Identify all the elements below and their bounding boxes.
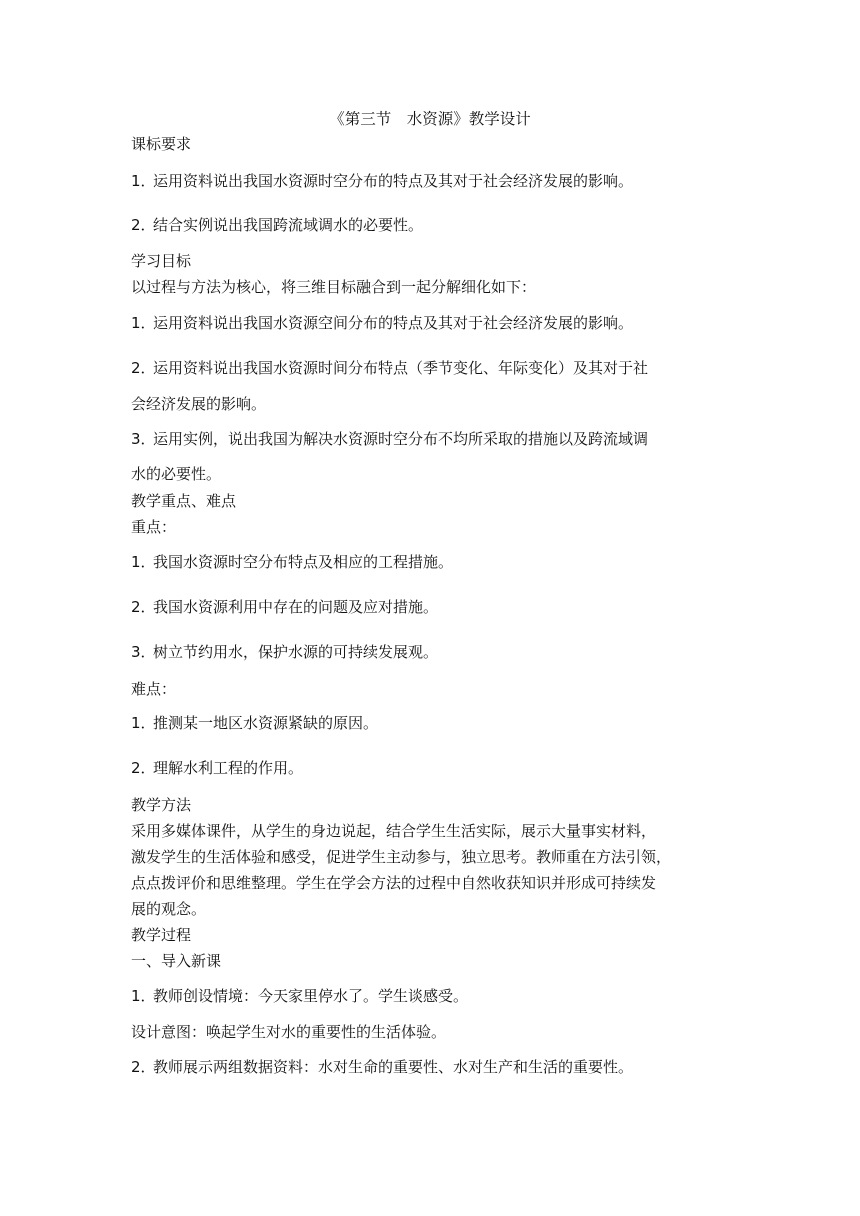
list-text: 运用资料说出我国水资源时空分布的特点及其对于社会经济发展的影响。 xyxy=(153,172,634,190)
list-item xyxy=(131,313,741,333)
list-item xyxy=(131,171,741,191)
section-heading-standards: 课标要求 xyxy=(131,135,192,153)
list-number: 2． xyxy=(131,1058,156,1076)
list-item xyxy=(131,986,741,1006)
list-text: 教师展示两组数据资料：水对生命的重要性、水对生产和生活的重要性。 xyxy=(153,1058,634,1076)
key-label: 重点： xyxy=(131,518,177,536)
list-number: 1． xyxy=(131,987,156,1005)
goals-intro: 以过程与方法为核心，将三维目标融合到一起分解细化如下： xyxy=(131,278,537,296)
list-number: 1． xyxy=(131,172,156,190)
list-number: 3． xyxy=(131,643,156,661)
list-item-continuation: 会经济发展的影响。 xyxy=(131,395,267,413)
method-paragraph-line: 点点拨评价和思维整理。学生在学会方法的过程中自然收获知识并形成可持续发 xyxy=(131,874,657,892)
list-item xyxy=(131,1057,741,1077)
list-item xyxy=(131,215,741,235)
method-paragraph-line: 激发学生的生活体验和感受，促进学生主动参与，独立思考。教师重在方法引领， xyxy=(131,848,672,866)
list-text: 运用资料说出我国水资源时间分布特点（季节变化、年际变化）及其对于社 xyxy=(153,359,649,377)
list-text: 理解水利工程的作用。 xyxy=(153,759,304,777)
process-subheading: 一、导入新课 xyxy=(131,952,222,970)
method-paragraph-line: 采用多媒体课件，从学生的身边说起，结合学生生活实际，展示大量事实材料， xyxy=(131,822,657,840)
list-item xyxy=(131,552,741,572)
section-heading-goals: 学习目标 xyxy=(131,252,192,270)
list-text: 运用实例，说出我国为解决水资源时空分布不均所采取的措施以及跨流域调 xyxy=(153,430,649,448)
section-heading-process: 教学过程 xyxy=(131,926,192,944)
design-intent: 设计意图：唤起学生对水的重要性的生活体验。 xyxy=(131,1023,447,1041)
list-item xyxy=(131,758,741,778)
list-number: 2． xyxy=(131,598,156,616)
list-item xyxy=(131,429,741,449)
list-number: 3． xyxy=(131,430,156,448)
method-paragraph-line: 展的观念。 xyxy=(131,900,207,918)
list-item xyxy=(131,713,741,733)
list-number: 1． xyxy=(131,714,156,732)
list-number: 2． xyxy=(131,216,156,234)
list-number: 2． xyxy=(131,359,156,377)
list-text: 结合实例说出我国跨流域调水的必要性。 xyxy=(153,216,424,234)
list-text: 运用资料说出我国水资源空间分布的特点及其对于社会经济发展的影响。 xyxy=(153,314,634,332)
list-item xyxy=(131,642,741,662)
list-text: 推测某一地区水资源紧缺的原因。 xyxy=(153,714,379,732)
section-heading-method: 教学方法 xyxy=(131,796,192,814)
list-text: 树立节约用水，保护水源的可持续发展观。 xyxy=(153,643,439,661)
list-text: 我国水资源时空分布特点及相应的工程措施。 xyxy=(153,553,454,571)
list-text: 教师创设情境：今天家里停水了。学生谈感受。 xyxy=(153,987,469,1005)
list-number: 2． xyxy=(131,759,156,777)
list-item-continuation: 水的必要性。 xyxy=(131,465,222,483)
list-text: 我国水资源利用中存在的问题及应对措施。 xyxy=(153,598,439,616)
difficult-label: 难点： xyxy=(131,680,177,698)
list-item xyxy=(131,597,741,617)
section-heading-keypoints: 教学重点、难点 xyxy=(131,492,237,510)
list-number: 1． xyxy=(131,314,156,332)
list-number: 1． xyxy=(131,553,156,571)
document-title: 《第三节 水资源》教学设计 xyxy=(329,110,531,128)
list-item xyxy=(131,358,741,378)
